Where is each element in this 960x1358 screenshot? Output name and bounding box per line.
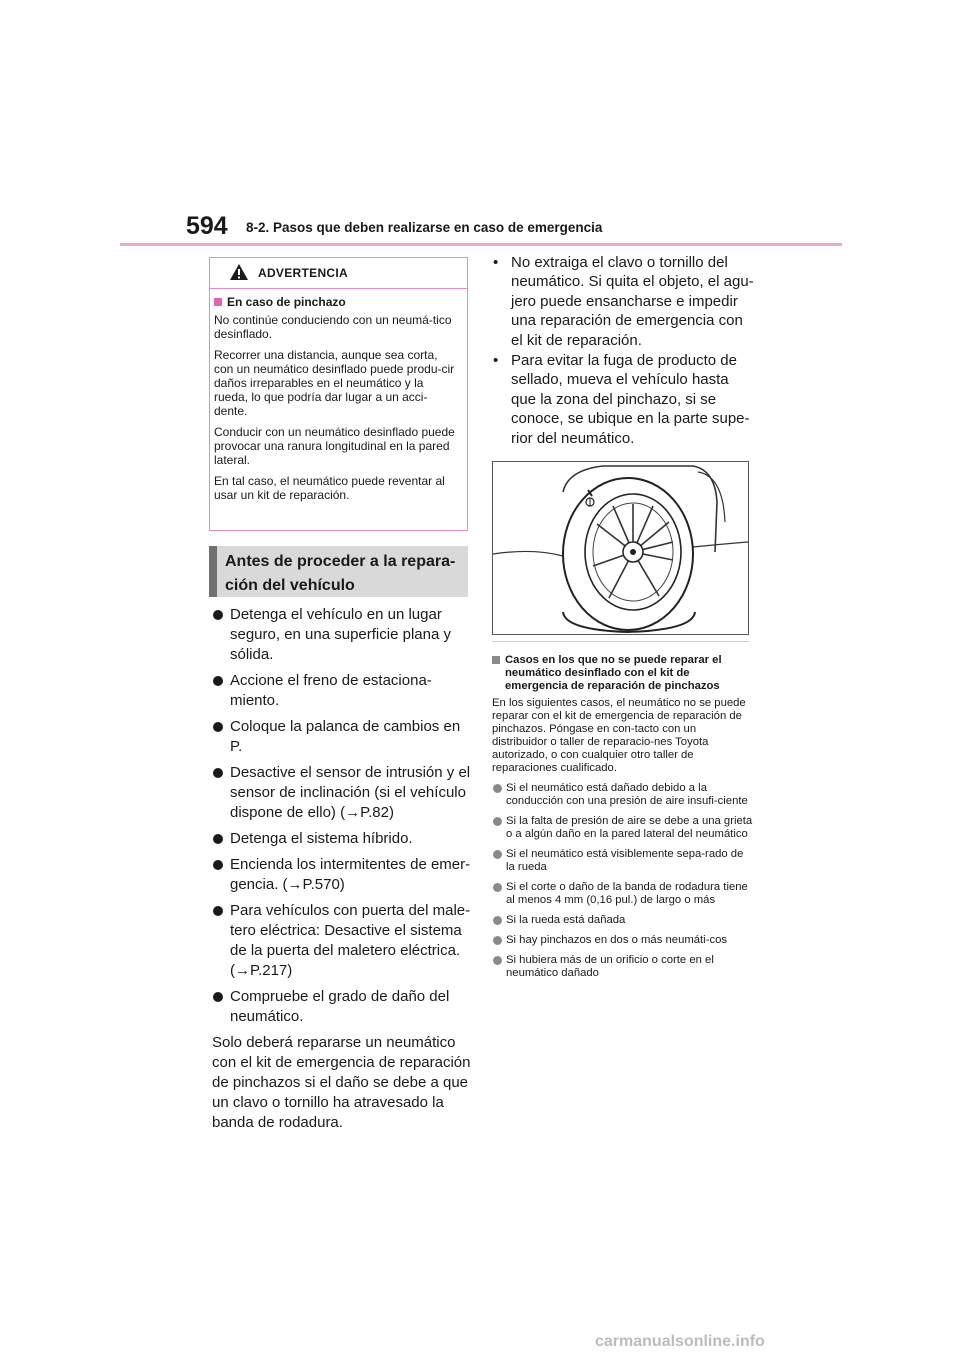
list-item: Si el neumático está dañado debido a la conducción con una presión de aire insufi-ciente	[492, 782, 754, 808]
bullet-mark: •	[493, 352, 499, 370]
warning-paragraph: En tal caso, el neumático puede reventar al usar un kit de reparación.	[214, 474, 445, 502]
list-item: Encienda los intermitentes de emer-gencia. (→P.570)	[212, 855, 474, 895]
flat-tire-with-nail-illustration	[493, 462, 748, 634]
body-paragraph: Solo deberá repararse un neumático con el kit de emergencia de reparación de pinchazos si el daño se debe a que un clavo o tornillo ha atravesado la banda de rodadura.	[212, 1034, 471, 1131]
bullet-dot-icon	[213, 834, 223, 844]
warning-header	[210, 258, 467, 289]
list-item: • Para evitar la fuga de producto de sellado, mueva el vehículo hasta que la zona del pinchazo, si se conoce, se ubique en la parte supe-rior del neumático.	[493, 352, 750, 447]
bullet-mark: •	[493, 254, 499, 271]
list-item: Si la falta de presión de aire se debe a una grieta o a algún daño en la pared lateral del neumático	[492, 815, 754, 841]
warning-subheading: En caso de pinchazo	[214, 295, 459, 309]
list-item: Si el corte o daño de la banda de rodadura tiene al menos 4 mm (0,16 pul.) de largo o más	[492, 881, 754, 907]
page-number: 594	[186, 212, 228, 240]
square-bullet-icon	[492, 656, 500, 664]
list-item: Si el neumático está visiblemente sepa-rado de la rueda	[492, 848, 754, 874]
bullet-dot-icon	[493, 784, 502, 793]
list-item: Detenga el vehículo en un lugar seguro, en una superficie plana y sólida.	[212, 605, 474, 665]
heading-bar	[209, 546, 217, 597]
warning-title: ADVERTENCIA	[258, 266, 348, 280]
list-item: Desactive el sensor de intrusión y el sensor de inclinación (si el vehículo dispone de ello) (→P.82)	[212, 763, 474, 823]
warning-triangle-icon	[229, 263, 249, 281]
warning-paragraph: Conducir con un neumático desinflado puede provocar una ranura longitudinal en la pared lateral.	[214, 425, 455, 467]
header-rule	[120, 243, 842, 246]
section-title: Antes de proceder a la repara- ción del vehículo	[225, 553, 456, 594]
bullet-dot-icon	[213, 768, 223, 778]
bullet-dot-icon	[213, 610, 223, 620]
bullet-dot-icon	[213, 722, 223, 732]
bullet-dot-icon	[493, 916, 502, 925]
bullet-dot-icon	[493, 850, 502, 859]
list-item: Si la rueda está dañada	[492, 914, 754, 927]
list-item: Compruebe el grado de daño del neumático.	[212, 987, 474, 1027]
bullet-dot-icon	[493, 956, 502, 965]
bullet-dot-icon	[213, 992, 223, 1002]
figure-rule	[492, 641, 749, 642]
left-bullet-list	[212, 605, 474, 1133]
warning-paragraph: No continúe conduciendo con un neumá-tico desinflado.	[214, 313, 452, 341]
section-heading	[209, 546, 468, 597]
list-item: Coloque la palanca de cambios en P.	[212, 717, 474, 757]
bullet-dot-icon	[493, 817, 502, 826]
bullet-dot-icon	[213, 676, 223, 686]
warning-box	[209, 257, 468, 531]
bullet-dot-icon	[493, 883, 502, 892]
square-bullet-icon	[214, 298, 222, 306]
watermark: carmanualsonline.info	[595, 1333, 765, 1350]
list-item: Accione el freno de estaciona-miento.	[212, 671, 474, 711]
casos-section	[492, 654, 754, 987]
warning-paragraph: Recorrer una distancia, aunque sea corta, con un neumático desinflado puede produ-cir daños irreparables en el neumático y la rueda, lo que podría dar lugar a un acci-dente.	[214, 348, 455, 418]
list-item: Para vehículos con puerta del male-tero eléctrica: Desactive el sistema de la puerta del maletero eléctrica. (→P.217)	[212, 901, 474, 981]
list-item: • No extraiga el clavo o tornillo del neumático. Si quita el objeto, el agu-jero puede ensancharse e impedir una reparación de emergencia con el kit de reparación.	[493, 254, 754, 349]
bullet-dot-icon	[493, 936, 502, 945]
section-header: 8-2. Pasos que deben realizarse en caso de emergencia	[246, 220, 603, 235]
list-item: Detenga el sistema híbrido.	[212, 829, 474, 849]
casos-subheading: Casos en los que no se puede reparar el neumático desinflado con el kit de emergencia de reparación de pinchazos	[492, 654, 754, 693]
tire-figure	[492, 461, 749, 635]
list-item: Si hay pinchazos en dos o más neumáti-cos	[492, 934, 754, 947]
casos-intro: En los siguientes casos, el neumático no se puede reparar con el kit de emergencia de reparación de pinchazos. Póngase en con-tacto con un distribuidor o taller de reparacio-nes Toyota autorizado, o con cualquier otro taller de reparaciones cualificado.	[492, 697, 746, 774]
bullet-dot-icon	[213, 906, 223, 916]
list-item: Si hubiera más de un orificio o corte en el neumático dañado	[492, 954, 754, 980]
right-bullet-list	[493, 253, 755, 449]
bullet-dot-icon	[213, 860, 223, 870]
